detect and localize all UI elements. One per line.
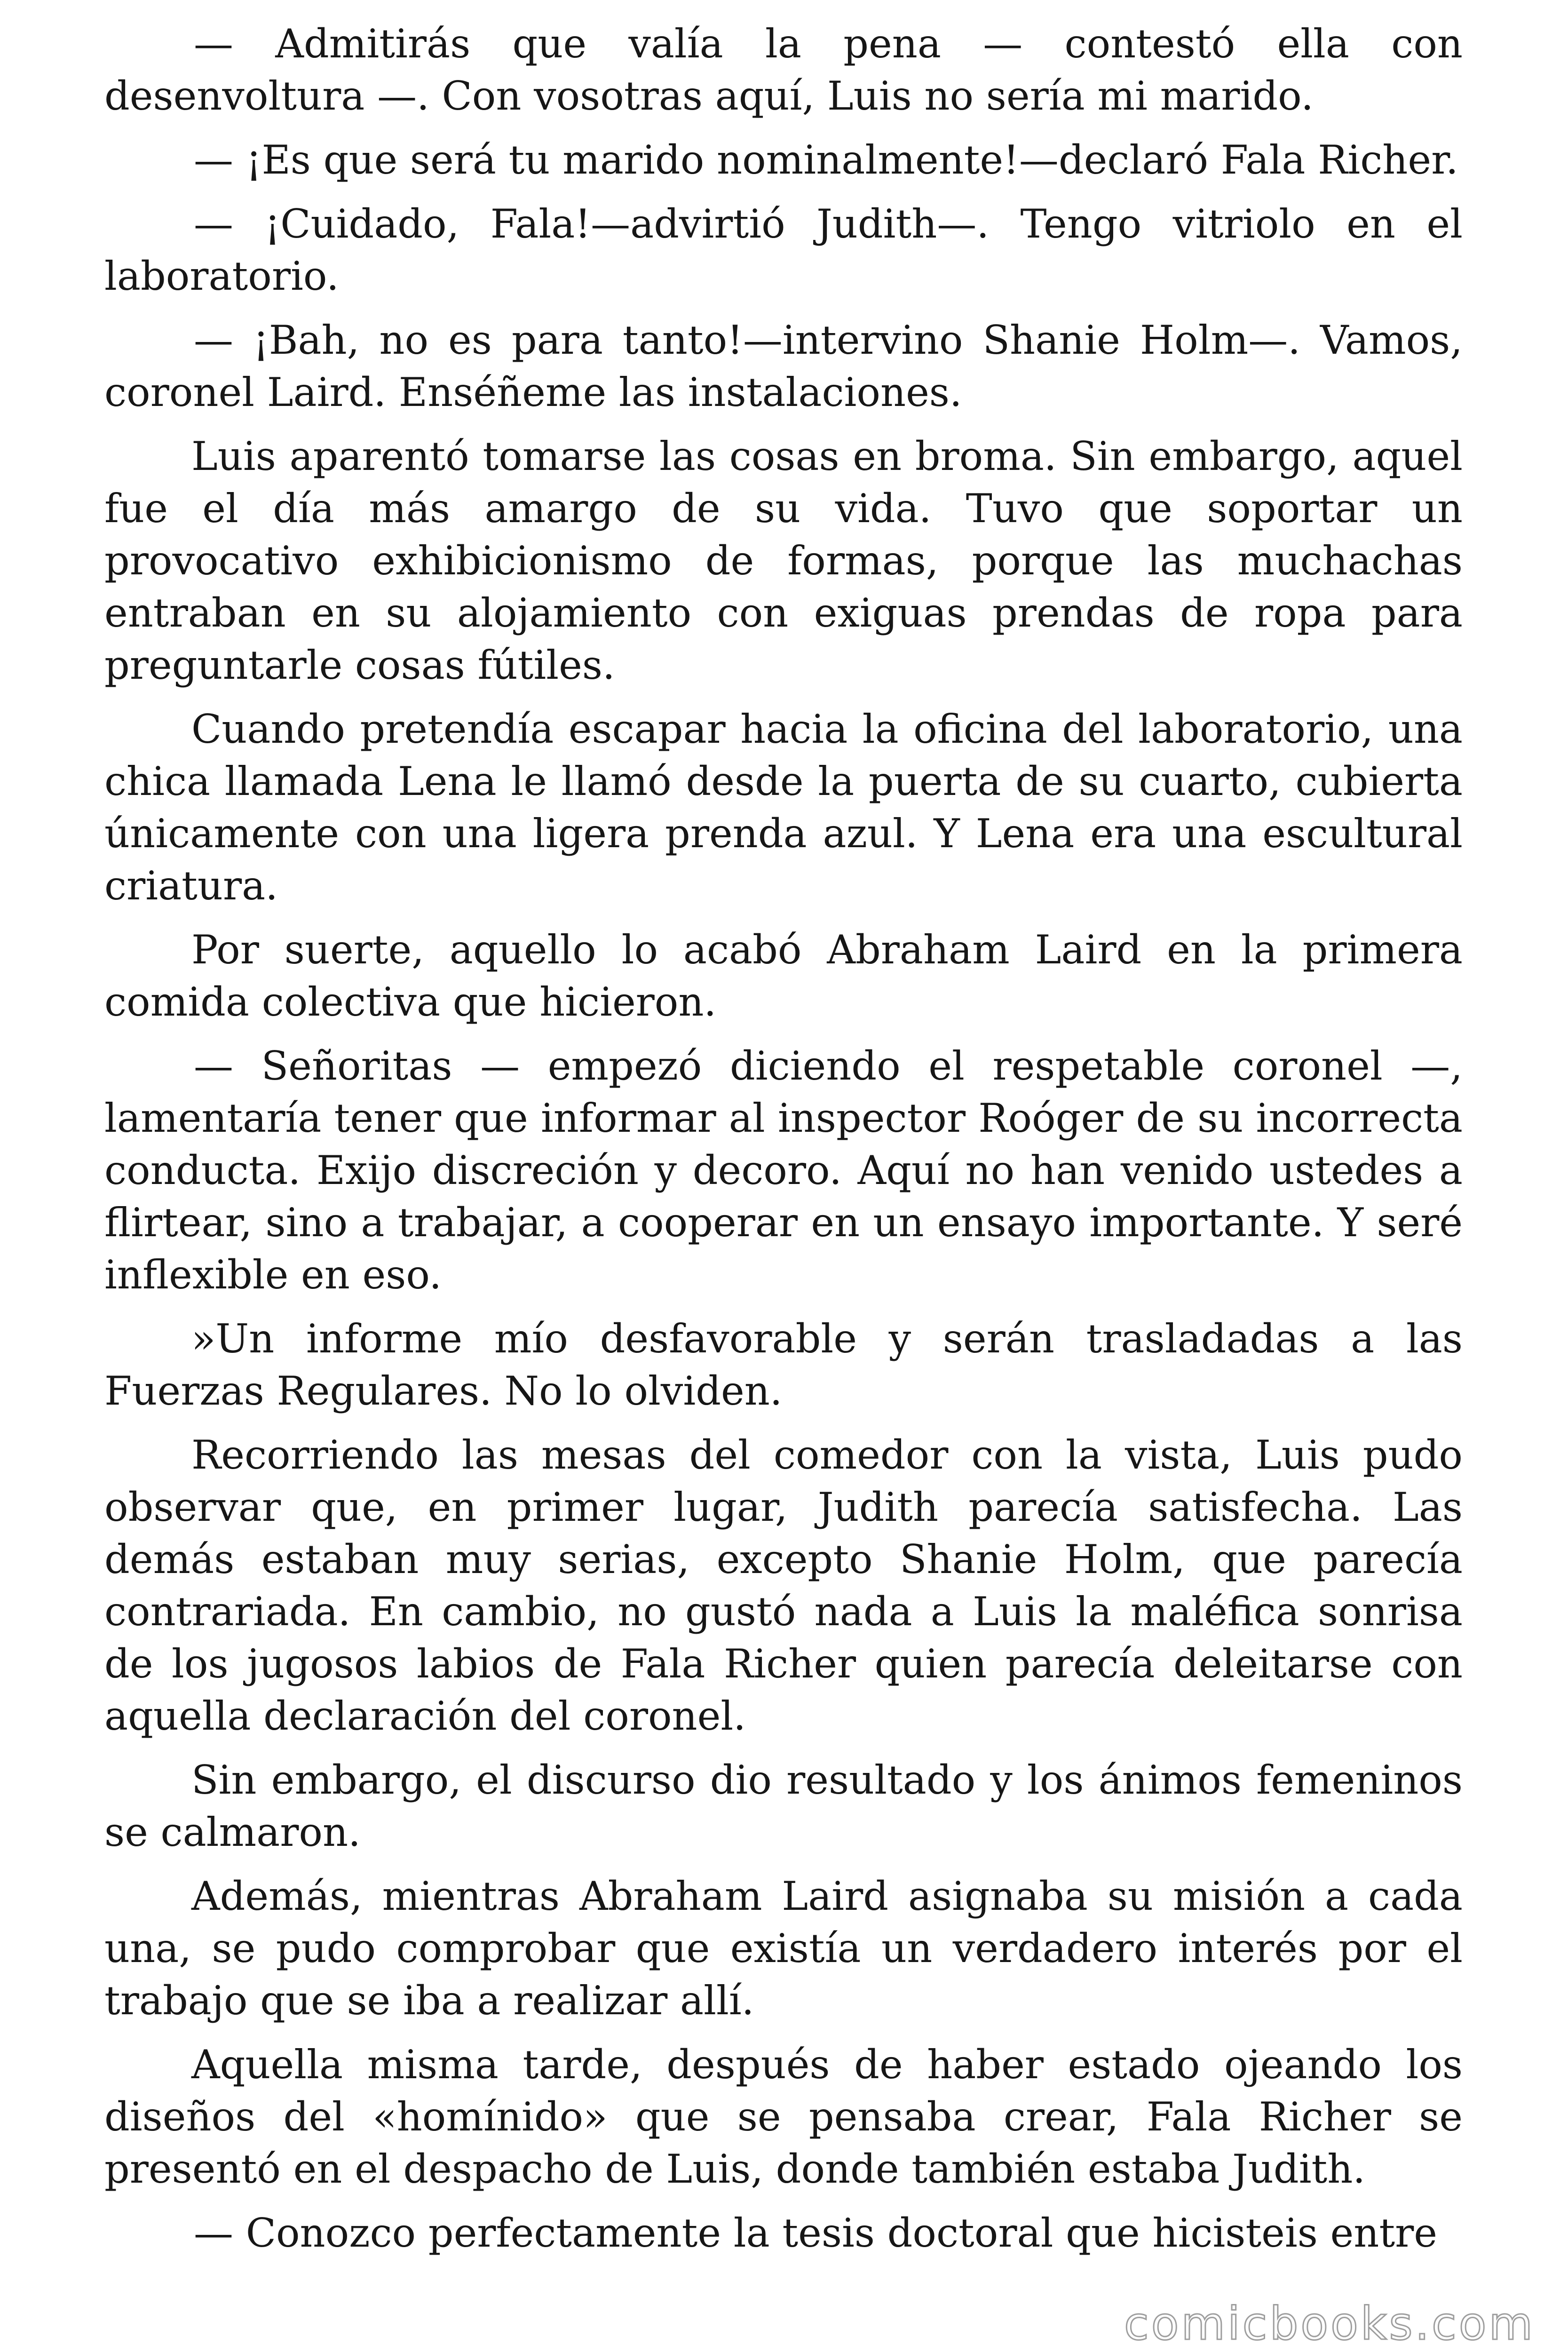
paragraph-dialogue-senoritas: — Señoritas — empezó diciendo el respetable coronel —, lamentaría tener que informar al inspector Roóger de su incorrecta conducta. Exijo discreción y decoro. Aquí no han venido ustedes a flirtear, sino a trabajar, a cooperar en un ensayo importante. Y seré inflexible en eso.	[104, 1043, 1463, 1298]
paragraph-dialogue-marido-nominal: — ¡Es que será tu marido nominalmente!—declaró Fala Richer.	[194, 137, 1458, 183]
paragraph-dia-amargo: Luis aparentó tomarse las cosas en broma. Sin embargo, aquel fue el día más amargo de su vida. Tuvo que soportar un provocativo exhibicionismo de formas, porque las muchachas entraban en su alojamiento con exiguas prendas de ropa para preguntarle cosas fútiles.	[104, 433, 1463, 688]
paragraph-comida-colectiva: Por suerte, aquello lo acabó Abraham Laird en la primera comida colectiva que hicieron.	[104, 927, 1463, 1025]
paragraph-lena: Cuando pretendía escapar hacia la oficina del laboratorio, una chica llamada Lena le llamó desde la puerta de su cuarto, cubierta únicamente con una ligera prenda azul. Y Lena era una escultural criatura.	[104, 706, 1463, 909]
paragraph-comedor: Recorriendo las mesas del comedor con la vista, Luis pudo observar que, en primer lugar, Judith parecía satisfecha. Las demás estaban muy serias, excepto Shanie Holm, que parecía contrariada. En cambio, no gustó nada a Luis la maléfica sonrisa de los jugosos labios de Fala Richer quien parecía deleitarse con aquella declaración del coronel.	[104, 1432, 1463, 1739]
book-page-text	[104, 18, 1463, 2271]
paragraph-dialogue-admitiras: — Admitirás que valía la pena — contestó ella con desenvoltura —. Con vosotras aquí, Luis no sería mi marido.	[104, 21, 1463, 119]
paragraph-mision: Además, mientras Abraham Laird asignaba su misión a cada una, se pudo comprobar que existía un verdadero interés por el trabajo que se iba a realizar allí.	[104, 1873, 1463, 2024]
paragraph-dialogue-tesis: — Conozco perfectamente la tesis doctoral que hicisteis entre	[194, 2210, 1437, 2256]
paragraph-dialogue-instalaciones: — ¡Bah, no es para tanto!—intervino Shanie Holm—. Vamos, coronel Laird. Enséñeme las instalaciones.	[104, 317, 1463, 415]
paragraph-hominido: Aquella misma tarde, después de haber estado ojeando los diseños del «homínido» que se pensaba crear, Fala Richer se presentó en el despacho de Luis, donde también estaba Judith.	[104, 2042, 1463, 2192]
watermark-logo: comicbooks.com	[1124, 2297, 1535, 2350]
paragraph-dialogue-vitriolo: — ¡Cuidado, Fala!—advirtió Judith—. Tengo vitriolo en el laboratorio.	[104, 201, 1463, 299]
paragraph-discurso: Sin embargo, el discurso dio resultado y los ánimos femeninos se calmaron.	[104, 1757, 1463, 1855]
paragraph-informe: »Un informe mío desfavorable y serán trasladadas a las Fuerzas Regulares. No lo olviden.	[104, 1316, 1463, 1414]
